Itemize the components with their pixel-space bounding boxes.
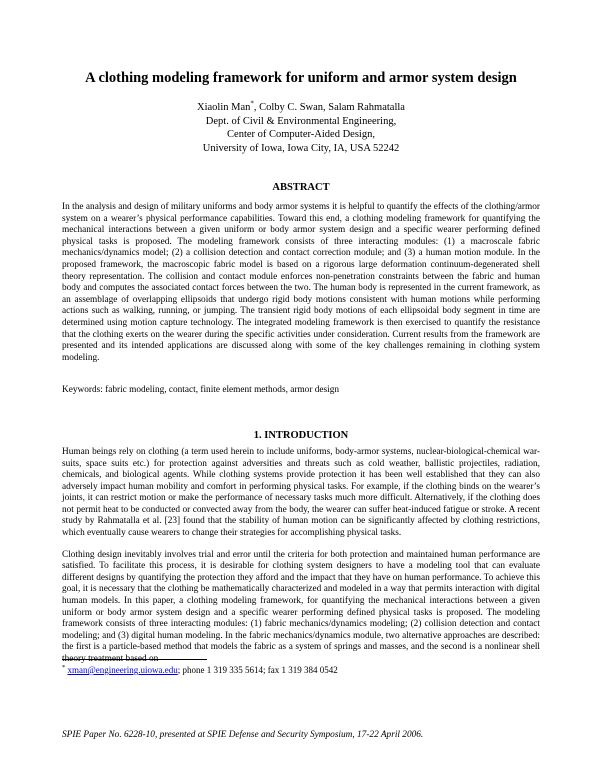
footnote-mark: *: [62, 664, 66, 671]
abstract-body: In the analysis and design of military uniforms and body armor systems it is helpful to quantify the effects of the clothing/armor system on a wearer’s physical performance capabilities. Toward this end, a clothing modeling framework for quantifying the mechanical interactions between a given uniform or body armor system design and a specific wearer performing defined physical tasks is proposed. The modeling framework consists of three interacting modules: (1) a macroscale fabric mechanics/dynamics model; (2) a collision detection and contact correction module; and (3) a human motion module. In the proposed framework, the macroscopic fabric model is based on a rigorous large deformation continuum-degenerated shell theory representation. The collision and contact module enforces non-penetration constraints between the fabric and human body and computes the associated contact forces between the two. The human body is represented in the current framework, as an assemblage of overlapping ellipsoids that undergo rigid body motions consistent with human motions while performing actions such as walking, running, or jumping. The transient rigid body motions of each ellipsoidal body segment in time are determined using motion capture technology. The integrated modeling framework is then exercised to quantify the resistance that the clothing exerts on the wearer during the specific activities under consideration. Current results from the framework are presented and its intended applications are discussed along with some of the key challenges remaining in clothing system modeling.: [62, 202, 540, 363]
paper-title: A clothing modeling framework for uniform and armor system design: [85, 70, 517, 86]
footnote-divider: [62, 659, 207, 660]
introduction-heading: 1. INTRODUCTION: [253, 429, 349, 441]
author-footnote: [62, 659, 540, 676]
introduction-paragraph-2: Clothing design inevitably involves trial and error until the criteria for both protection and maintained human performance are satisfied. To facilitate this process, it is desirable for clothing system designers to have a modeling tool that can evaluate different designs by quantifying the protection they afford and the impact that they have on human performance. To achieve this goal, it is necessary that the clothing be mathematically characterized and modeled in a way that permits interaction with digital human models. In this paper, a clothing modeling framework, for quantifying the mechanical interactions between a given uniform or body armor system design and a specific wearer performing defined physical tasks is proposed. The modeling framework consists of three interacting modules: (1) fabric mechanics/dynamics modeling; (2) collision detection and contact modeling; and (3) digital human modeling. In the fabric mechanics/dynamics module, two alternative approaches are described: the first is a particle-based method that models the fabric as a system of springs and masses, and the second is a nonlinear shell theory treatment based on: [62, 549, 540, 664]
author-line: [62, 101, 540, 115]
author-names-rest: , Colby C. Swan, Salam Rahmatalla: [253, 102, 405, 113]
affiliation-line-3: University of Iowa, Iowa City, IA, USA 52242: [202, 142, 400, 154]
footnote-contact-info: ; phone 1 319 335 5614; fax 1 319 384 0542: [177, 665, 338, 675]
introduction-paragraph-1: Human beings rely on clothing (a term used herein to include uniforms, body-armor systems, nuclear-biological-chemical war-suits, space suits etc.) for protection against adversities and threats such as cold weather, ballistic projectiles, radiation, chemicals, and biological agents. While clothing systems provide protection it has been well established that they can also adversely impact human mobility and comfort in performing physical tasks. For example, if the clothing binds on the wearer’s joints, it can restrict motion or make the performance of necessary tasks much more difficult. Alternatively, if the clothing does not permit heat to be conducted or convected away from the body, the wearer can suffer heat-induced fatigue or stroke. A recent study by Rahmatalla et al. [23] found that the stability of human motion can be significantly affected by clothing restrictions, which eventually cause wearers to change their strategies for accomplishing physical tasks.: [62, 446, 540, 539]
author-email-link[interactable]: xman@engineering.uiowa.edu: [67, 665, 178, 675]
spie-paper-footer: SPIE Paper No. 6228-10, presented at SPIE Defense and Security Symposium, 17-22 April 2006.: [62, 730, 424, 740]
affiliation-line-2: Center of Computer-Aided Design,: [227, 129, 375, 140]
affiliation-line-1: Dept. of Civil & Environmental Engineering,: [205, 115, 397, 127]
author-block: [62, 101, 540, 155]
keywords-line: Keywords: fabric modeling, contact, finite element methods, armor design: [62, 385, 340, 396]
footnote-text: [62, 665, 540, 676]
author-name: Xiaolin Man: [197, 102, 251, 113]
author-footnote-mark: *: [250, 99, 254, 108]
abstract-heading: ABSTRACT: [272, 182, 330, 193]
